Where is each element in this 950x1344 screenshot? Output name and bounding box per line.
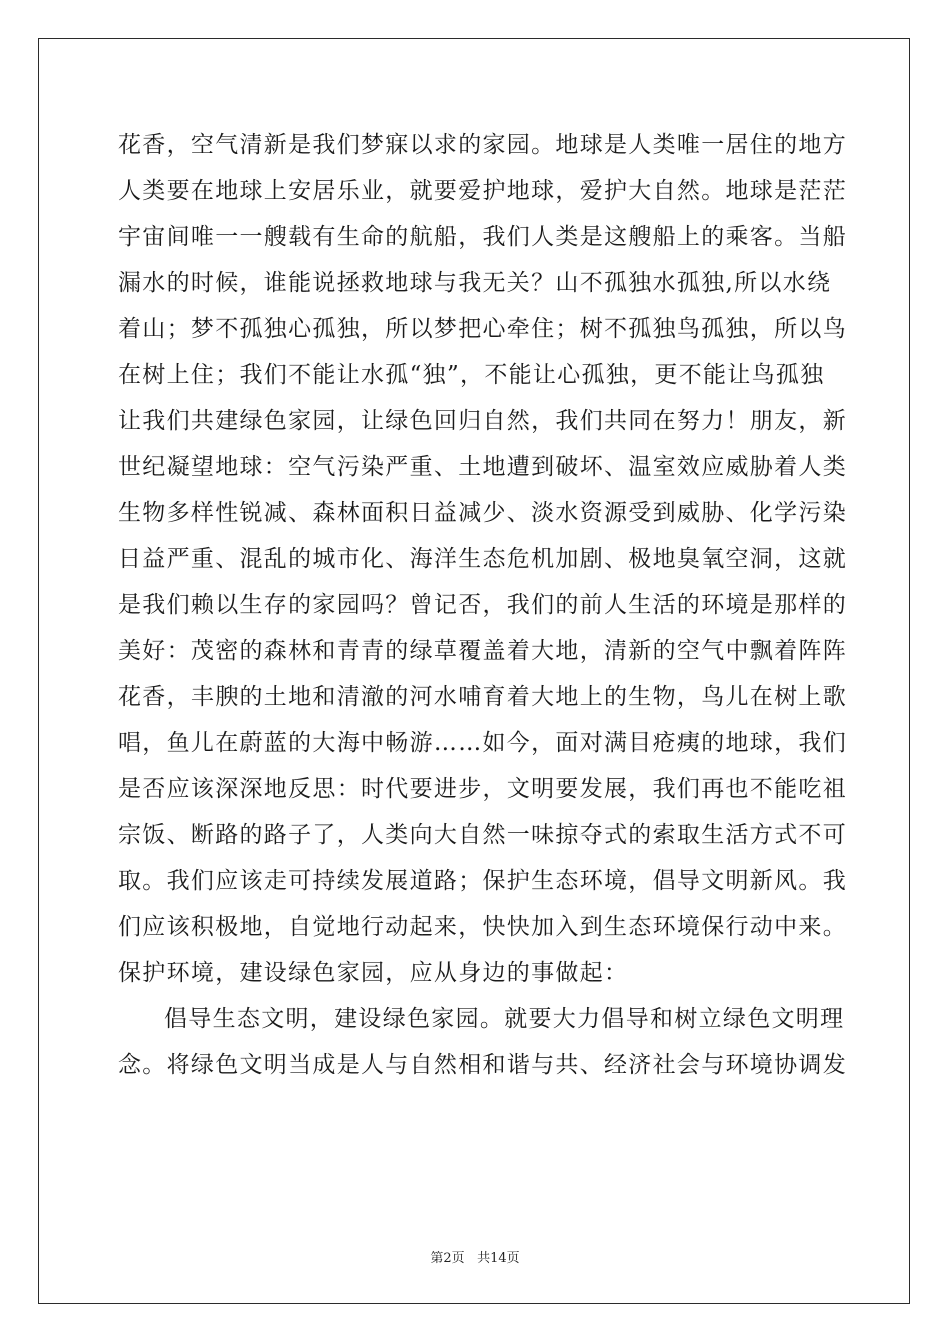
text-line: 花香，丰腴的土地和清澈的河水哺育着大地上的生物，鸟儿在树上歌 xyxy=(118,684,847,710)
text-line: 生物多样性锐减、森林面积日益减少、淡水资源受到威胁、化学污染 xyxy=(118,500,847,526)
text-line: 日益严重、混乱的城市化、海洋生态危机加剧、极地臭氧空洞，这就 xyxy=(118,546,847,572)
text-line: 念。将绿色文明当成是人与自然相和谐与共、经济社会与环境协调发 xyxy=(118,1052,847,1078)
page-number: 第2页 xyxy=(430,1251,465,1266)
text-line: 美好：茂密的森林和青青的绿草覆盖着大地，清新的空气中飘着阵阵 xyxy=(118,638,847,664)
page-total: 共14页 xyxy=(477,1251,520,1266)
text-line: 是否应该深深地反思：时代要进步，文明要发展，我们再也不能吃祖 xyxy=(118,776,847,802)
text-line: 着山；梦不孤独心孤独，所以梦把心牵住；树不孤独鸟孤独，所以鸟 xyxy=(118,316,847,342)
text-line: 宇宙间唯一一艘载有生命的航船，我们人类是这艘船上的乘客。当船 xyxy=(118,224,847,250)
paragraph-first-line: 倡导生态文明，建设绿色家园。就要大力倡导和树立绿色文明理 xyxy=(164,1006,845,1032)
text-line: 人类要在地球上安居乐业，就要爱护地球，爱护大自然。地球是茫茫 xyxy=(118,178,847,204)
document-body xyxy=(118,122,847,1088)
text-line: 在树上住；我们不能让水孤“独”，不能让心孤独，更不能让鸟孤独 xyxy=(118,362,825,388)
text-line: 唱，鱼儿在蔚蓝的大海中畅游……如今，面对满目疮痍的地球，我们 xyxy=(118,730,847,756)
text-line: 保护环境，建设绿色家园，应从身边的事做起： xyxy=(118,960,629,986)
text-line: 让我们共建绿色家园，让绿色回归自然，我们共同在努力！朋友，新 xyxy=(118,408,847,434)
page-footer xyxy=(0,1247,950,1266)
text-line: 世纪凝望地球：空气污染严重、土地遭到破坏、温室效应威胁着人类 xyxy=(118,454,847,480)
text-line: 们应该积极地，自觉地行动起来，快快加入到生态环境保行动中来。 xyxy=(118,914,847,940)
text-line: 取。我们应该走可持续发展道路；保护生态环境，倡导文明新风。我 xyxy=(118,868,847,894)
text-line: 是我们赖以生存的家园吗？曾记否，我们的前人生活的环境是那样的 xyxy=(118,592,847,618)
text-line: 花香，空气清新是我们梦寐以求的家园。地球是人类唯一居住的地方 xyxy=(118,132,847,158)
text-line: 宗饭、断路的路子了，人类向大自然一味掠夺式的索取生活方式不可 xyxy=(118,822,847,848)
text-line: 漏水的时候，谁能说拯救地球与我无关？山不孤独水孤独,所以水绕 xyxy=(118,270,832,296)
